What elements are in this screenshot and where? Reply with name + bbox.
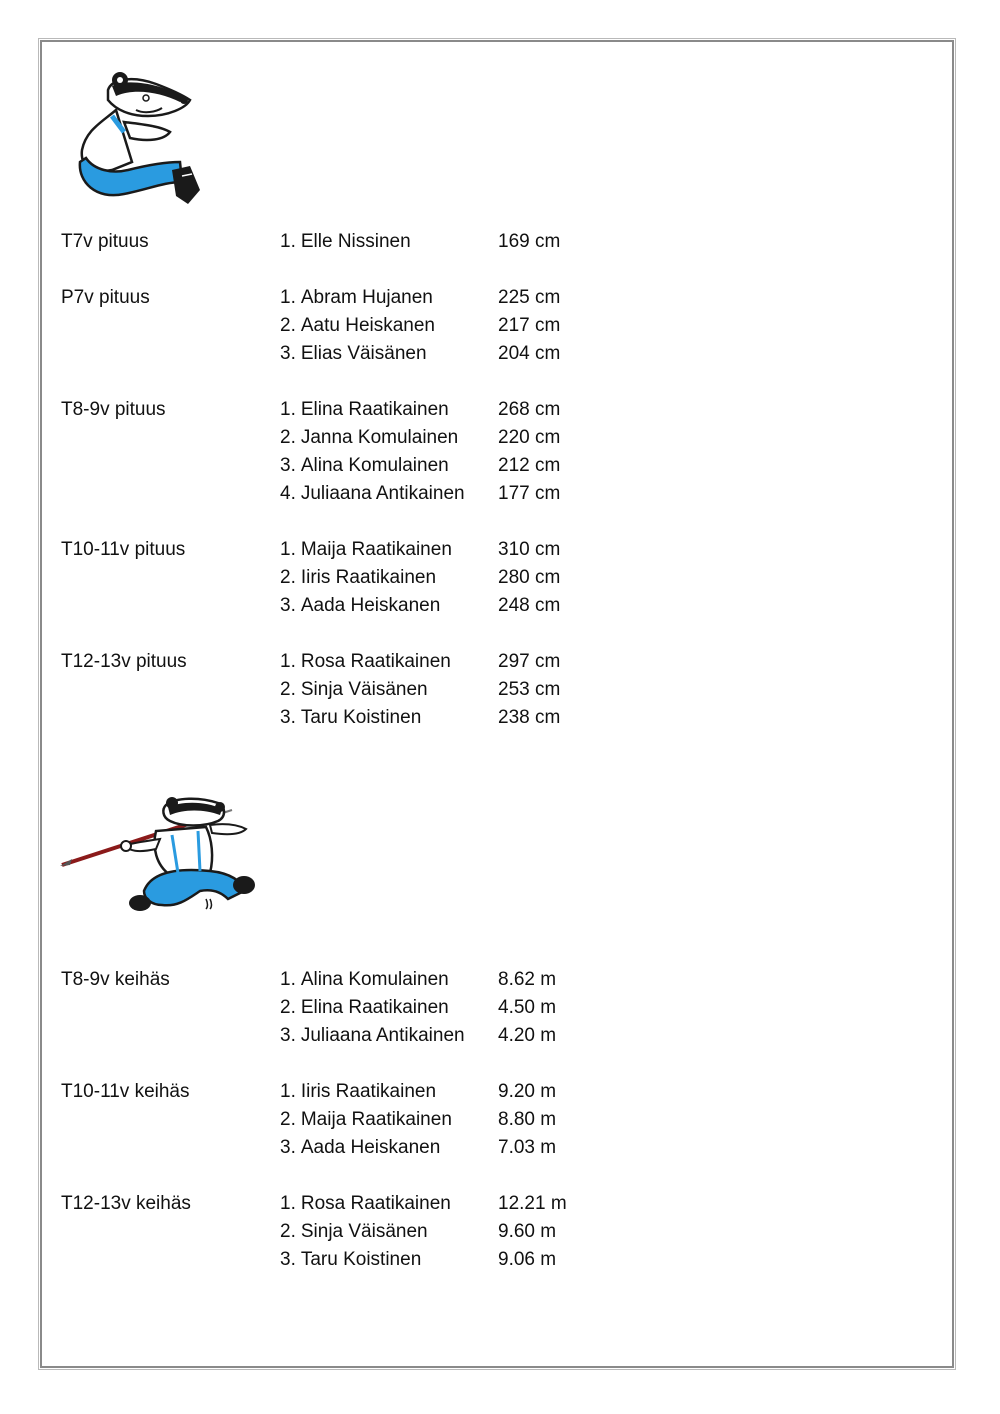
- athlete-name: Iiris Raatikainen: [300, 567, 437, 588]
- result-row: [280, 340, 561, 368]
- event-name: T8-9v pituus: [61, 399, 166, 420]
- result-value: 268 cm: [498, 399, 561, 420]
- result-value: 297 cm: [498, 651, 561, 672]
- result-rank: 1.: [280, 287, 296, 308]
- result-rank: 3.: [280, 455, 296, 476]
- result-value: 12.21 m: [498, 1193, 567, 1214]
- athlete-name: Maija Raatikainen: [300, 1109, 452, 1130]
- page-border: [40, 40, 954, 1368]
- athlete-name: Taru Koistinen: [300, 707, 422, 728]
- event-name: T10-11v pituus: [61, 539, 186, 560]
- result-rank: 3.: [280, 1137, 296, 1158]
- athlete-name: Elle Nissinen: [300, 231, 411, 252]
- result-row: [280, 1190, 567, 1218]
- result-row: [280, 592, 561, 620]
- result-value: 4.20 m: [498, 1025, 557, 1046]
- athlete-name: Sinja Väisänen: [300, 1221, 428, 1242]
- result-rank: 3.: [280, 1249, 296, 1270]
- result-row: [280, 994, 557, 1022]
- result-value: 204 cm: [498, 343, 561, 364]
- athlete-name: Aada Heiskanen: [300, 1137, 441, 1158]
- result-rank: 1.: [280, 651, 296, 672]
- athlete-name: Iiris Raatikainen: [300, 1081, 437, 1102]
- result-row: [280, 1218, 557, 1246]
- result-rank: 2.: [280, 679, 296, 700]
- result-value: 4.50 m: [498, 997, 557, 1018]
- result-row: [280, 228, 561, 256]
- result-rank: 2.: [280, 427, 296, 448]
- result-rank: 1.: [280, 969, 296, 990]
- result-value: 280 cm: [498, 567, 561, 588]
- result-rank: 1.: [280, 231, 296, 252]
- result-value: 169 cm: [498, 231, 561, 252]
- result-value: 238 cm: [498, 707, 561, 728]
- result-row: [280, 480, 561, 508]
- result-row: [280, 1134, 557, 1162]
- event-name: T8-9v keihäs: [61, 969, 170, 990]
- result-rank: 2.: [280, 997, 296, 1018]
- result-value: 9.60 m: [498, 1221, 557, 1242]
- result-value: 212 cm: [498, 455, 561, 476]
- event-name: T12-13v keihäs: [61, 1193, 191, 1214]
- result-value: 217 cm: [498, 315, 561, 336]
- result-row: [280, 1078, 557, 1106]
- result-value: 8.80 m: [498, 1109, 557, 1130]
- result-value: 9.20 m: [498, 1081, 557, 1102]
- result-rank: 3.: [280, 707, 296, 728]
- athlete-name: Elina Raatikainen: [300, 997, 449, 1018]
- result-value: 7.03 m: [498, 1137, 557, 1158]
- result-rank: 1.: [280, 539, 296, 560]
- result-rank: 3.: [280, 343, 296, 364]
- event-name: T12-13v pituus: [61, 651, 187, 672]
- badger-long-jump-icon: [72, 70, 222, 212]
- result-row: [280, 1106, 557, 1134]
- result-value: 9.06 m: [498, 1249, 557, 1270]
- result-value: 8.62 m: [498, 969, 557, 990]
- event-name: P7v pituus: [61, 287, 150, 308]
- athlete-name: Sinja Väisänen: [300, 679, 428, 700]
- athlete-name: Juliaana Antikainen: [300, 483, 465, 504]
- event-name: T7v pituus: [61, 231, 149, 252]
- result-value: 253 cm: [498, 679, 561, 700]
- result-row: [280, 648, 561, 676]
- result-value: 225 cm: [498, 287, 561, 308]
- result-rank: 2.: [280, 1109, 296, 1130]
- result-rank: 3.: [280, 1025, 296, 1046]
- athlete-name: Aatu Heiskanen: [300, 315, 436, 336]
- result-row: [280, 284, 561, 312]
- result-row: [280, 1022, 557, 1050]
- result-rank: 1.: [280, 1193, 296, 1214]
- result-row: [280, 536, 561, 564]
- result-value: 220 cm: [498, 427, 561, 448]
- result-rank: 1.: [280, 1081, 296, 1102]
- result-rank: 2.: [280, 315, 296, 336]
- athlete-name: Maija Raatikainen: [300, 539, 452, 560]
- result-rank: 4.: [280, 483, 296, 504]
- athlete-name: Alina Komulainen: [300, 969, 449, 990]
- result-rank: 2.: [280, 1221, 296, 1242]
- result-row: [280, 966, 557, 994]
- result-row: [280, 312, 561, 340]
- result-row: [280, 564, 561, 592]
- result-value: 248 cm: [498, 595, 561, 616]
- athlete-name: Elias Väisänen: [300, 343, 427, 364]
- result-row: [280, 704, 561, 732]
- athlete-name: Rosa Raatikainen: [300, 651, 451, 672]
- result-rank: 1.: [280, 399, 296, 420]
- athlete-name: Rosa Raatikainen: [300, 1193, 451, 1214]
- athlete-name: Janna Komulainen: [300, 427, 459, 448]
- athlete-name: Abram Hujanen: [300, 287, 433, 308]
- athlete-name: Taru Koistinen: [300, 1249, 422, 1270]
- result-row: [280, 396, 561, 424]
- athlete-name: Aada Heiskanen: [300, 595, 441, 616]
- athlete-name: Juliaana Antikainen: [300, 1025, 465, 1046]
- result-row: [280, 1246, 557, 1274]
- badger-javelin-icon: [60, 795, 260, 920]
- result-value: 310 cm: [498, 539, 561, 560]
- result-rank: 2.: [280, 567, 296, 588]
- result-row: [280, 452, 561, 480]
- athlete-name: Alina Komulainen: [300, 455, 449, 476]
- event-name: T10-11v keihäs: [61, 1081, 190, 1102]
- result-row: [280, 424, 561, 452]
- result-value: 177 cm: [498, 483, 561, 504]
- result-rank: 3.: [280, 595, 296, 616]
- result-row: [280, 676, 561, 704]
- athlete-name: Elina Raatikainen: [300, 399, 449, 420]
